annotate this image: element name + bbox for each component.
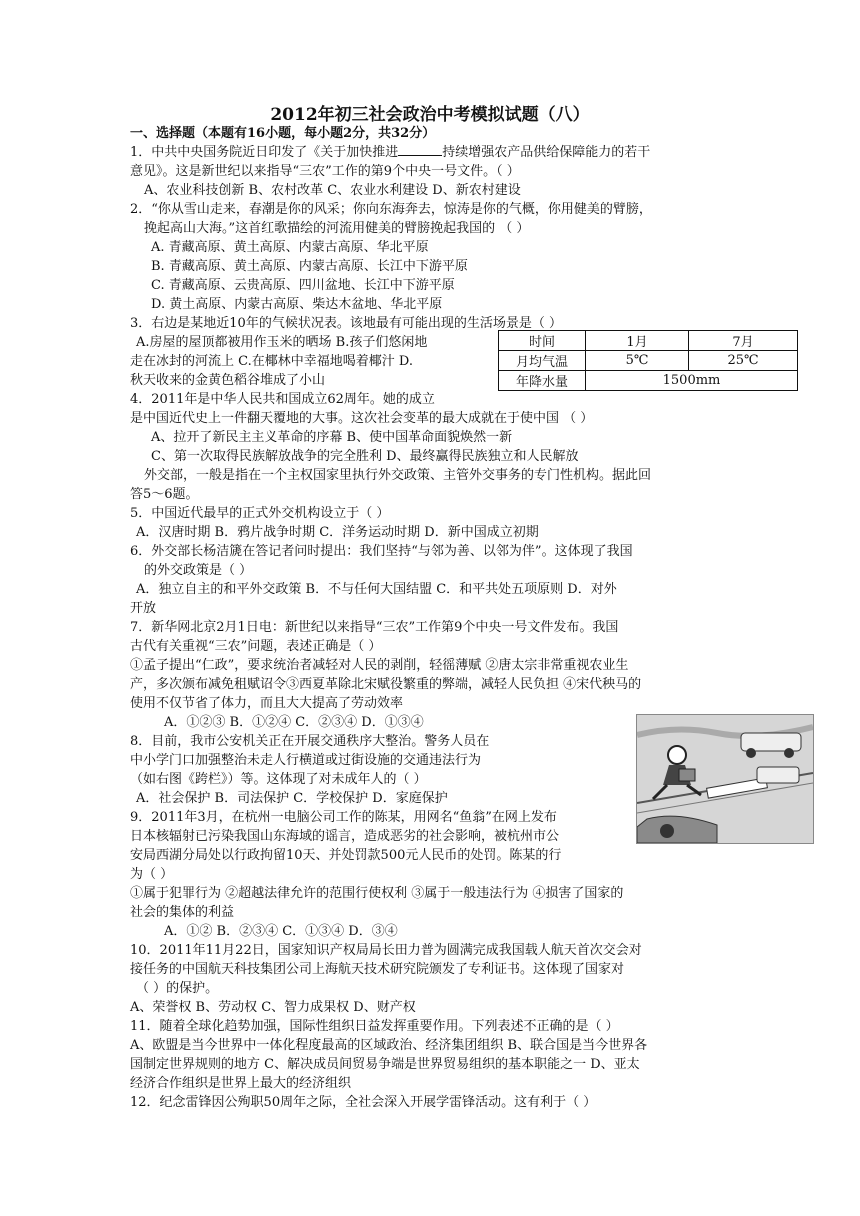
q9-line4: 为（ ） (130, 867, 174, 882)
q4-line1: 4．2011年是中华人民共和国成立62周年。她的成立 (130, 392, 435, 407)
climate-rain-value: 1500mm (586, 371, 798, 391)
q5-options: A．汉唐时期 B．鸦片战争时期 C．洋务运动时期 D．新中国成立初期 (136, 525, 539, 540)
q1-line1 (130, 143, 650, 162)
q1-fill-blank (398, 143, 442, 156)
climate-rain-row (499, 371, 798, 391)
q12-line1: 12．纪念雷锋因公殉职50周年之际，全社会深入开展学雷锋活动。这有利于（ ） (130, 1095, 597, 1110)
intro56-line1: 外交部，一般是指在一个主权国家里执行外交政策、主管外交事务的专门性机构。据此回 (144, 468, 652, 483)
q7-line2: 古代有关重视“三农”问题，表述正确是（ ） (130, 639, 382, 654)
q4-options-cd: C、第一次取得民族解放战争的完全胜利 D、最终赢得民族独立和人民解放 (151, 449, 579, 464)
q1-line2: 意见》。这是新世纪以来指导“三农”工作的第9个中央一号文件。（ ） (130, 164, 520, 179)
q1-options: A、农业科技创新 B、农村改革 C、农业水利建设 D、新农村建设 (144, 183, 521, 198)
intro56-line2: 答5～6题。 (130, 487, 199, 502)
climate-header-time: 时间 (499, 331, 586, 351)
q10-options: A、荣誉权 B、劳动权 C、智力成果权 D、财产权 (130, 1000, 416, 1015)
q7-line1: 7．新华网北京2月1日电：新世纪以来指导“三农”工作第9个中央一号文件发布。我国 (130, 620, 619, 635)
q2-line2: 挽起高山大海。”这首红歌描绘的河流用健美的臂膀挽起我国的 （ ） (144, 221, 530, 236)
q9-line5: ①属于犯罪行为 ②超越法律允许的范围行使权利 ③属于一般违法行为 ④损害了国家的 (130, 886, 624, 901)
q7-line5: 使用不仅节省了体力，而且大大提高了劳动效率 (130, 696, 404, 711)
q8-line3: （如右图《跨栏》）等。这体现了对未成年人的（ ） (130, 772, 427, 787)
q8-line1: 8．目前，我市公安机关正在开展交通秩序大整治。警务人员在 (130, 734, 490, 749)
exam-title: 2012年初三社会政治中考模拟试题（八） (270, 105, 590, 125)
q9-line6: 社会的集体的利益 (130, 905, 235, 920)
climate-temp-jul: 25℃ (689, 351, 798, 371)
q3-line3: 走在冰封的河流上 C.在椰林中幸福地喝着椰汁 D. (130, 354, 413, 369)
q9-line1: 9．2011年3月，在杭州一电脑公司工作的陈某，用网名“鱼翁”在网上发布 (130, 810, 557, 825)
q9-options: A．①② B．②③④ C．①③④ D．③④ (164, 924, 398, 939)
hurdle-cartoon-image (636, 714, 814, 844)
q10-line2: 接任务的中国航天科技集团公司上海航天技术研究院颁发了专利证书。这体现了国家对 (130, 962, 625, 977)
climate-table (498, 330, 798, 391)
climate-header-jan: 1月 (586, 331, 689, 351)
q11-line4: 经济合作组织是世界上最大的经济组织 (130, 1076, 352, 1091)
q5-line1: 5．中国近代最早的正式外交机构设立于（ ） (130, 506, 390, 521)
climate-header-jul: 7月 (689, 331, 798, 351)
q2-line1: 2．“你从雪山走来，春潮是你的风采；你向东海奔去，惊涛是你的气概，你用健美的臂膀， (130, 202, 652, 217)
q10-line1: 10．2011年11月22日，国家知识产权局局长田力普为圆满完成我国载人航天首次交会对 (130, 943, 642, 958)
q11-line3: 国制定世界规则的地方 C、解决成员间贸易争端是世界贸易组织的基本职能之一 D、亚太 (130, 1057, 640, 1072)
q2-option-d: D. 黄土高原、内蒙古高原、柴达木盆地、华北平原 (151, 297, 443, 312)
q2-option-b: B. 青藏高原、黄土高原、内蒙古高原、长江中下游平原 (151, 259, 468, 274)
q6-line4: 开放 (130, 601, 157, 616)
q6-line2: 的外交政策是（ ） (144, 563, 253, 578)
q9-line2: 日本核辐射已污染我国山东海域的谣言，造成恶劣的社会影响，被杭州市公 (130, 829, 560, 844)
q3-line1: 3．右边是某地近10年的气候状况表。该地最有可能出现的生活场景是（ ） (130, 316, 562, 331)
q8-line2: 中小学门口加强整治未走人行横道或过街设施的交通违法行为 (130, 753, 482, 768)
q11-line2: A、欧盟是当今世界中一体化程度最高的区域政治、经济集团组织 B、联合国是当今世界各 (130, 1038, 648, 1053)
climate-temp-row (499, 351, 798, 371)
q7-line4: 产，多次颁布减免租赋诏令③西夏革除北宋赋役繁重的弊端，减轻人民负担 ④宋代秧马的 (130, 677, 642, 692)
q1-text-b: 持续增强农产品供给保障能力的若干 (442, 145, 651, 160)
q1-text-a: 1．中共中央国务院近日印发了《关于加快推进 (130, 145, 399, 160)
q2-option-c: C. 青藏高原、云贵高原、四川盆地、长江中下游平原 (151, 278, 455, 293)
climate-temp-jan: 5℃ (586, 351, 689, 371)
hurdle-cartoon-drawing (637, 715, 813, 843)
q11-line1: 11．随着全球化趋势加强，国际性组织日益发挥重要作用。下列表述不正确的是（ ） (130, 1019, 619, 1034)
q7-line3: ①孟子提出“仁政”，要求统治者减轻对人民的剥削，轻徭薄赋 ②唐太宗非常重视农业生 (130, 658, 629, 673)
climate-header-row (499, 331, 798, 351)
q2-option-a: A. 青藏高原、黄土高原、内蒙古高原、华北平原 (151, 240, 429, 255)
q3-line2: A.房屋的屋顶都被用作玉米的晒场 B.孩子们悠闲地 (136, 335, 428, 350)
q7-options: A．①②③ B．①②④ C．②③④ D．①③④ (164, 715, 424, 730)
q4-options-ab: A、拉开了新民主主义革命的序幕 B、使中国革命面貌焕然一新 (151, 430, 513, 445)
climate-rain-label: 年降水量 (499, 371, 586, 391)
q9-line3: 安局西湖分局处以行政拘留10天、并处罚款500元人民币的处罚。陈某的行 (130, 848, 562, 863)
q6-options: A．独立自主的和平外交政策 B．不与任何大国结盟 C．和平共处五项原则 D．对外 (136, 582, 617, 597)
section-header: 一、选择题（本题有16小题，每小题2分，共32分） (130, 126, 436, 141)
climate-temp-label: 月均气温 (499, 351, 586, 371)
q6-line1: 6．外交部长杨洁篪在答记者问时提出：我们坚持“与邻为善、以邻为伴”。这体现了我国 (130, 544, 633, 559)
q4-line2: 是中国近代史上一件翻天覆地的大事。这次社会变革的最大成就在于使中国 （ ） (130, 411, 594, 426)
q3-line4: 秋天收来的金黄色稻谷堆成了小山 (130, 373, 326, 388)
q10-line3: （ ）的保护。 (136, 981, 219, 996)
q8-options: A．社会保护 B．司法保护 C．学校保护 D．家庭保护 (136, 791, 448, 806)
